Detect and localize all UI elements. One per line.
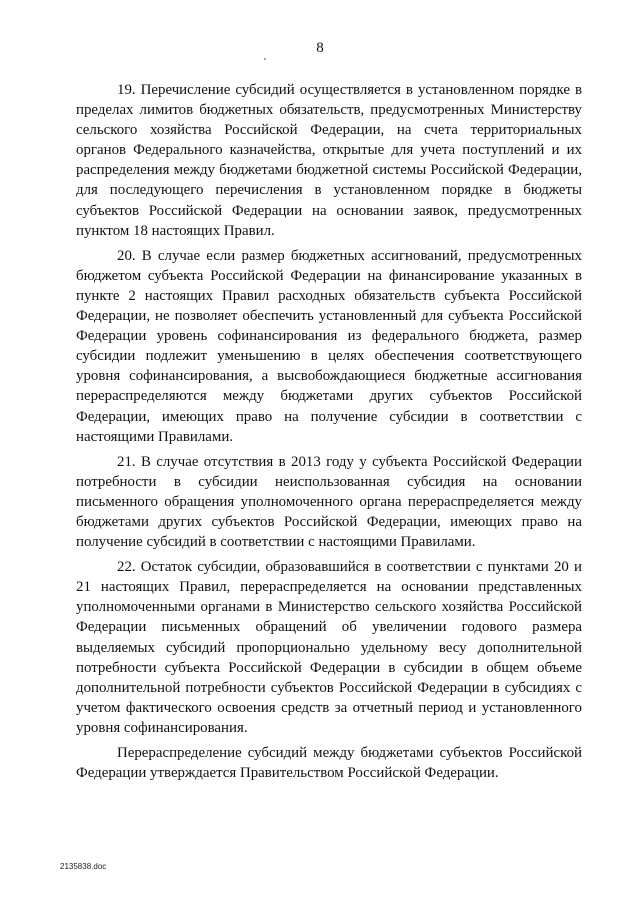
paragraph-21: 21. В случае отсутствия в 2013 году у субъекта Российской Федерации потребности в субсидии неиспользованная субсидия на основании письменного обращения уполномоченного органа перераспределяется между бюджетами других субъектов Российской Федерации, имеющих право на получение субсидий в соответствии с настоящими Правилами. bbox=[76, 453, 582, 551]
document-body bbox=[76, 80, 582, 788]
scan-speck bbox=[264, 58, 266, 60]
page-number: 8 bbox=[316, 40, 324, 56]
paragraph-20: 20. В случае если размер бюджетных ассигнований, предусмотренных бюджетом субъекта Российской Федерации на финансирование указанных в пункте 2 настоящих Правил расходных обязательств субъекта Российской Федерации, не позволяет обеспечить установленный для субъекта Российской Федерации уровень софинансирования из федерального бюджета, размер субсидии подлежит уменьшению в целях обеспечения соответствующего уровня софинансирования, а высвобождающиеся бюджетные ассигнования перераспределяются между бюджетами других субъектов Российской Федерации, имеющих право на получение субсидии в соответствии с настоящими Правилами. bbox=[76, 247, 582, 445]
paragraph-19: 19. Перечисление субсидий осуществляется в установленном порядке в пределах лимитов бюджетных обязательств, предусмотренных Министерству сельского хозяйства Российской Федерации, на счета территориальных органов Федерального казначейства, открытые для учета поступлений и их распределения между бюджетами бюджетной системы Российской Федерации, для последующего перечисления в установленном порядке в бюджеты субъектов Российской Федерации на основании заявок, предусмотренных пунктом 18 настоящих Правил. bbox=[76, 82, 582, 239]
paragraph-closing: Перераспределение субсидий между бюджетами субъектов Российской Федерации утверждается Правительством Российской Федерации. bbox=[76, 745, 582, 782]
paragraph-22: 22. Остаток субсидии, образовавшийся в соответствии с пунктами 20 и 21 настоящих Правил, перераспределяется на основании представленных уполномоченными органами в Министерство сельского хозяйства Российской Федерации письменных обращений об увеличении годового размера выделяемых субсидий пропорционально удельному весу дополнительной потребности субъекта Российской Федерации в субсидии в общем объеме дополнительной потребности субъектов Российской Федерации в субсидиях с учетом фактического освоения средств за отчетный период и установленного уровня софинансирования. bbox=[76, 559, 582, 736]
document-filename: 2135838.doc bbox=[60, 862, 107, 871]
